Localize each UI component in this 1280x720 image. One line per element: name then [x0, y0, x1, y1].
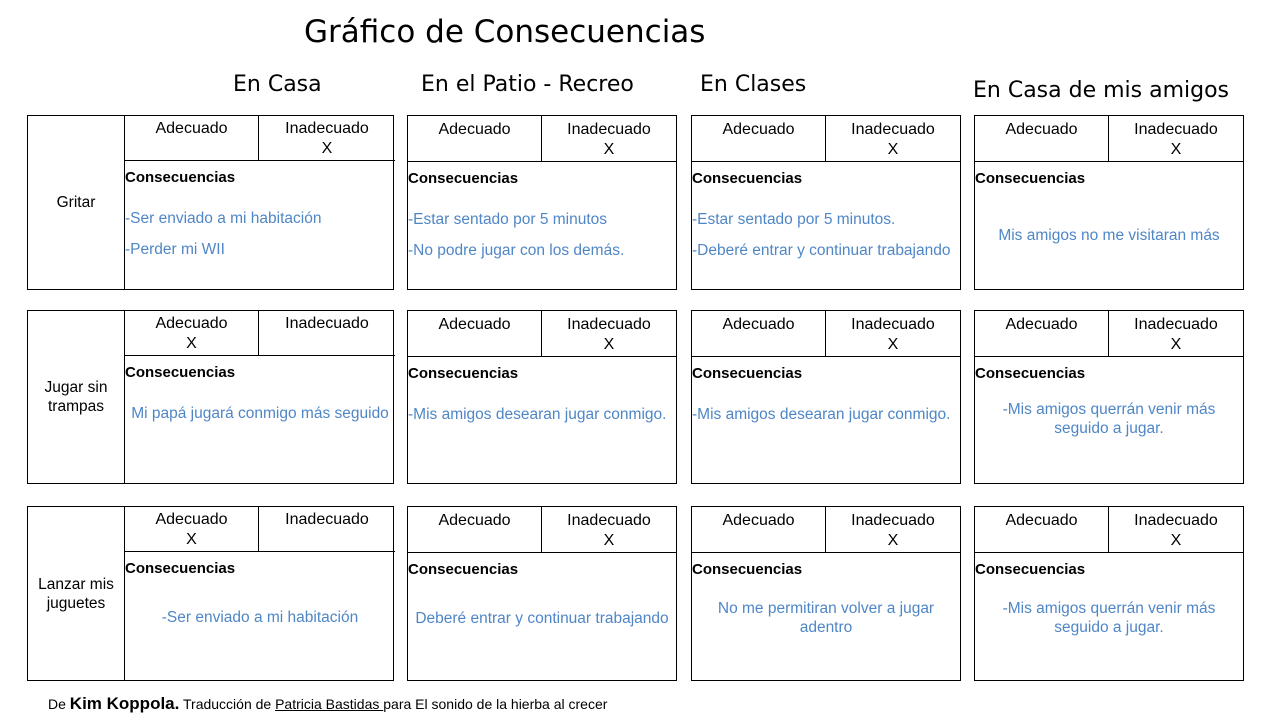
column-header-patio: En el Patio - Recreo: [421, 72, 634, 97]
row-label-box: [27, 115, 394, 290]
consequences-title: Consecuencias: [692, 561, 803, 578]
behavior-cell: [974, 506, 1244, 681]
inadequate-label: Inadecuado: [567, 121, 651, 138]
behavior-cell: [407, 115, 677, 290]
consequence-text: -Ser enviado a mi habitación: [161, 609, 359, 626]
footer-translation: Traducción de: [179, 696, 276, 712]
inadequate-mark: X: [603, 141, 615, 158]
consequences-title: Consecuencias: [692, 365, 803, 382]
inadequate-label: Inadecuado: [1134, 316, 1218, 333]
inadequate-header: [259, 115, 395, 161]
column-header-casa-amigos: En Casa de mis amigos: [973, 78, 1230, 103]
inadequate-mark: X: [1170, 532, 1182, 549]
consequence-text: No me permitiran volver a jugar: [717, 600, 935, 617]
consequences-title: Consecuencias: [408, 365, 519, 382]
inadequate-label: Inadecuado: [285, 120, 369, 137]
inadequate-label: Inadecuado: [851, 121, 935, 138]
adequate-mark: X: [186, 531, 197, 548]
consequences-title: Consecuencias: [408, 561, 519, 578]
inadequate-header: [542, 116, 676, 162]
behavior-cell: [407, 506, 677, 681]
adequate-header: [692, 116, 826, 162]
inadequate-label: Inadecuado: [851, 512, 935, 529]
adequate-header: [975, 116, 1109, 162]
behavior-cell: [691, 115, 961, 290]
inadequate-header: [259, 506, 395, 552]
inadequate-header: [826, 507, 960, 553]
adequate-label: Adecuado: [722, 316, 795, 333]
consequence-text: -Mis amigos desearan jugar conmigo.: [408, 406, 667, 423]
consequence-text: -Perder mi WII: [125, 241, 225, 258]
inadequate-mark: X: [1170, 336, 1182, 353]
behavior-cell: [691, 506, 961, 681]
consequence-text: -Mis amigos querrán venir más: [1002, 401, 1216, 418]
adequate-header: [975, 507, 1109, 553]
consequence-text: seguido a jugar.: [1054, 619, 1164, 636]
consequences-title: Consecuencias: [125, 560, 236, 577]
consequences-title: Consecuencias: [125, 364, 236, 381]
behavior-cell: [974, 310, 1244, 484]
inadequate-header: [542, 507, 676, 553]
inadequate-label: Inadecuado: [285, 511, 369, 528]
inadequate-label: Inadecuado: [567, 316, 651, 333]
consequences-title: Consecuencias: [975, 170, 1086, 187]
adequate-label: Adecuado: [155, 511, 228, 528]
inadequate-header: [259, 310, 395, 356]
consequence-text: -Estar sentado por 5 minutos.: [692, 211, 896, 228]
footer-credits: [48, 694, 607, 714]
inadequate-header: [542, 311, 676, 357]
adequate-label: Adecuado: [155, 120, 228, 137]
column-header-clases: En Clases: [700, 72, 807, 97]
consequence-text: -Deberé entrar y continuar trabajando: [692, 242, 951, 259]
page-title: Gráfico de Consecuencias: [304, 14, 706, 50]
adequate-label: Adecuado: [1005, 512, 1078, 529]
adequate-header: [408, 311, 542, 357]
adequate-label: Adecuado: [438, 512, 511, 529]
adequate-header: [125, 310, 259, 356]
inadequate-label: Inadecuado: [1134, 512, 1218, 529]
inadequate-mark: X: [321, 140, 333, 157]
consequence-text: seguido a jugar.: [1054, 420, 1164, 437]
inadequate-mark: X: [603, 532, 615, 549]
consequences-title: Consecuencias: [692, 170, 803, 187]
inadequate-header: [826, 116, 960, 162]
behavior-cell: [125, 506, 395, 681]
behavior-cell: [125, 310, 395, 484]
consequences-title: Consecuencias: [975, 365, 1086, 382]
footer-author: Kim Koppola.: [69, 694, 180, 713]
consequence-text: -No podre jugar con los demás.: [408, 242, 625, 259]
consequence-text: -Estar sentado por 5 minutos: [408, 211, 608, 228]
row-label: Lanzar mis juguetes: [28, 507, 125, 680]
consequence-text: Deberé entrar y continuar trabajando: [415, 610, 669, 627]
adequate-label: Adecuado: [438, 121, 511, 138]
inadequate-label: Inadecuado: [285, 315, 369, 332]
row-label: Jugar sin trampas: [28, 311, 125, 483]
adequate-header: [408, 507, 542, 553]
row-label: Gritar: [28, 116, 125, 289]
column-header-en-casa: En Casa: [233, 72, 322, 97]
adequate-mark: X: [186, 335, 197, 352]
inadequate-mark: X: [887, 532, 899, 549]
adequate-label: Adecuado: [1005, 121, 1078, 138]
consequence-text: Mi papá jugará conmigo más seguido: [131, 405, 389, 422]
inadequate-label: Inadecuado: [567, 512, 651, 529]
consequence-text: -Mis amigos querrán venir más: [1002, 600, 1216, 617]
behavior-cell: [691, 310, 961, 484]
adequate-header: [408, 116, 542, 162]
inadequate-mark: X: [887, 336, 899, 353]
footer-suffix: para El sonido de la hierba al crecer: [383, 696, 608, 712]
inadequate-label: Inadecuado: [851, 316, 935, 333]
adequate-label: Adecuado: [722, 512, 795, 529]
inadequate-header: [1109, 116, 1243, 162]
adequate-label: Adecuado: [438, 316, 511, 333]
adequate-header: [125, 506, 259, 552]
inadequate-mark: X: [603, 336, 615, 353]
row-label-box: [27, 310, 394, 484]
consequences-title: Consecuencias: [975, 561, 1086, 578]
row-label-box: [27, 506, 394, 681]
inadequate-header: [1109, 311, 1243, 357]
consequences-title: Consecuencias: [408, 170, 519, 187]
consequence-text: adentro: [799, 619, 853, 636]
behavior-cell: [125, 115, 395, 290]
consequence-text: Mis amigos no me visitaran más: [998, 227, 1220, 244]
adequate-label: Adecuado: [1005, 316, 1078, 333]
consequence-text: -Mis amigos desearan jugar conmigo.: [692, 406, 951, 423]
adequate-header: [692, 507, 826, 553]
consequences-title: Consecuencias: [125, 169, 236, 186]
behavior-cell: [407, 310, 677, 484]
adequate-label: Adecuado: [155, 315, 228, 332]
footer-translator: Patricia Bastidas: [275, 696, 384, 712]
adequate-header: [125, 115, 259, 161]
inadequate-header: [826, 311, 960, 357]
inadequate-label: Inadecuado: [1134, 121, 1218, 138]
inadequate-mark: X: [887, 141, 899, 158]
inadequate-mark: X: [1170, 141, 1182, 158]
adequate-label: Adecuado: [722, 121, 795, 138]
adequate-header: [692, 311, 826, 357]
inadequate-header: [1109, 507, 1243, 553]
footer-prefix: De: [48, 696, 70, 712]
consequence-text: -Ser enviado a mi habitación: [125, 210, 322, 227]
adequate-header: [975, 311, 1109, 357]
behavior-cell: [974, 115, 1244, 290]
